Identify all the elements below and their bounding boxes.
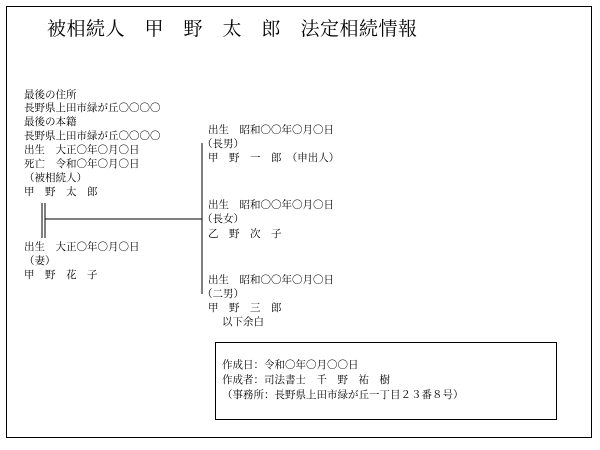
- spouse-birth: 出生 大正〇年〇月〇日: [24, 241, 140, 253]
- decedent-death: 死亡 令和〇年〇月〇日: [24, 158, 140, 170]
- spouse-role: （妻）: [24, 255, 56, 267]
- child-2-relation: （長女）: [202, 213, 244, 225]
- child-1-relation: （長男）: [202, 138, 244, 150]
- child-3-name: 甲 野 三 郎: [208, 302, 282, 314]
- child-3-birth: 出生 昭和〇〇年〇月〇日: [208, 274, 334, 286]
- creator: 作成者：司法書士 千 野 祐 樹: [222, 374, 390, 386]
- spouse-name: 甲 野 花 子: [24, 269, 98, 281]
- document-title: 被相続人 甲 野 太 郎 法定相続情報: [47, 18, 418, 40]
- remainder-note: 以下余白: [222, 316, 264, 328]
- created-date: 作成日：令和〇年〇月〇〇日: [222, 359, 359, 371]
- decedent-name: 甲 野 太 郎: [24, 186, 98, 198]
- decedent-role: （被相続人）: [24, 172, 87, 184]
- child-3-relation: （二男）: [202, 288, 244, 300]
- decedent-birth: 出生 大正〇年〇月〇日: [24, 144, 140, 156]
- registered-domicile: 長野県上田市緑が丘〇〇〇〇: [24, 130, 161, 142]
- office-address: （事務所：長野県上田市緑が丘一丁目２３番８号）: [222, 389, 464, 401]
- child-2-name: 乙 野 次 子: [208, 228, 282, 240]
- last-address: 長野県上田市緑が丘〇〇〇〇: [24, 102, 161, 114]
- last-address-label: 最後の住所: [24, 89, 77, 101]
- registered-domicile-label: 最後の本籍: [24, 116, 77, 128]
- child-2-birth: 出生 昭和〇〇年〇月〇日: [208, 199, 334, 211]
- child-1-name: 甲 野 一 郎 （申出人）: [208, 152, 340, 164]
- child-1-birth: 出生 昭和〇〇年〇月〇日: [208, 124, 334, 136]
